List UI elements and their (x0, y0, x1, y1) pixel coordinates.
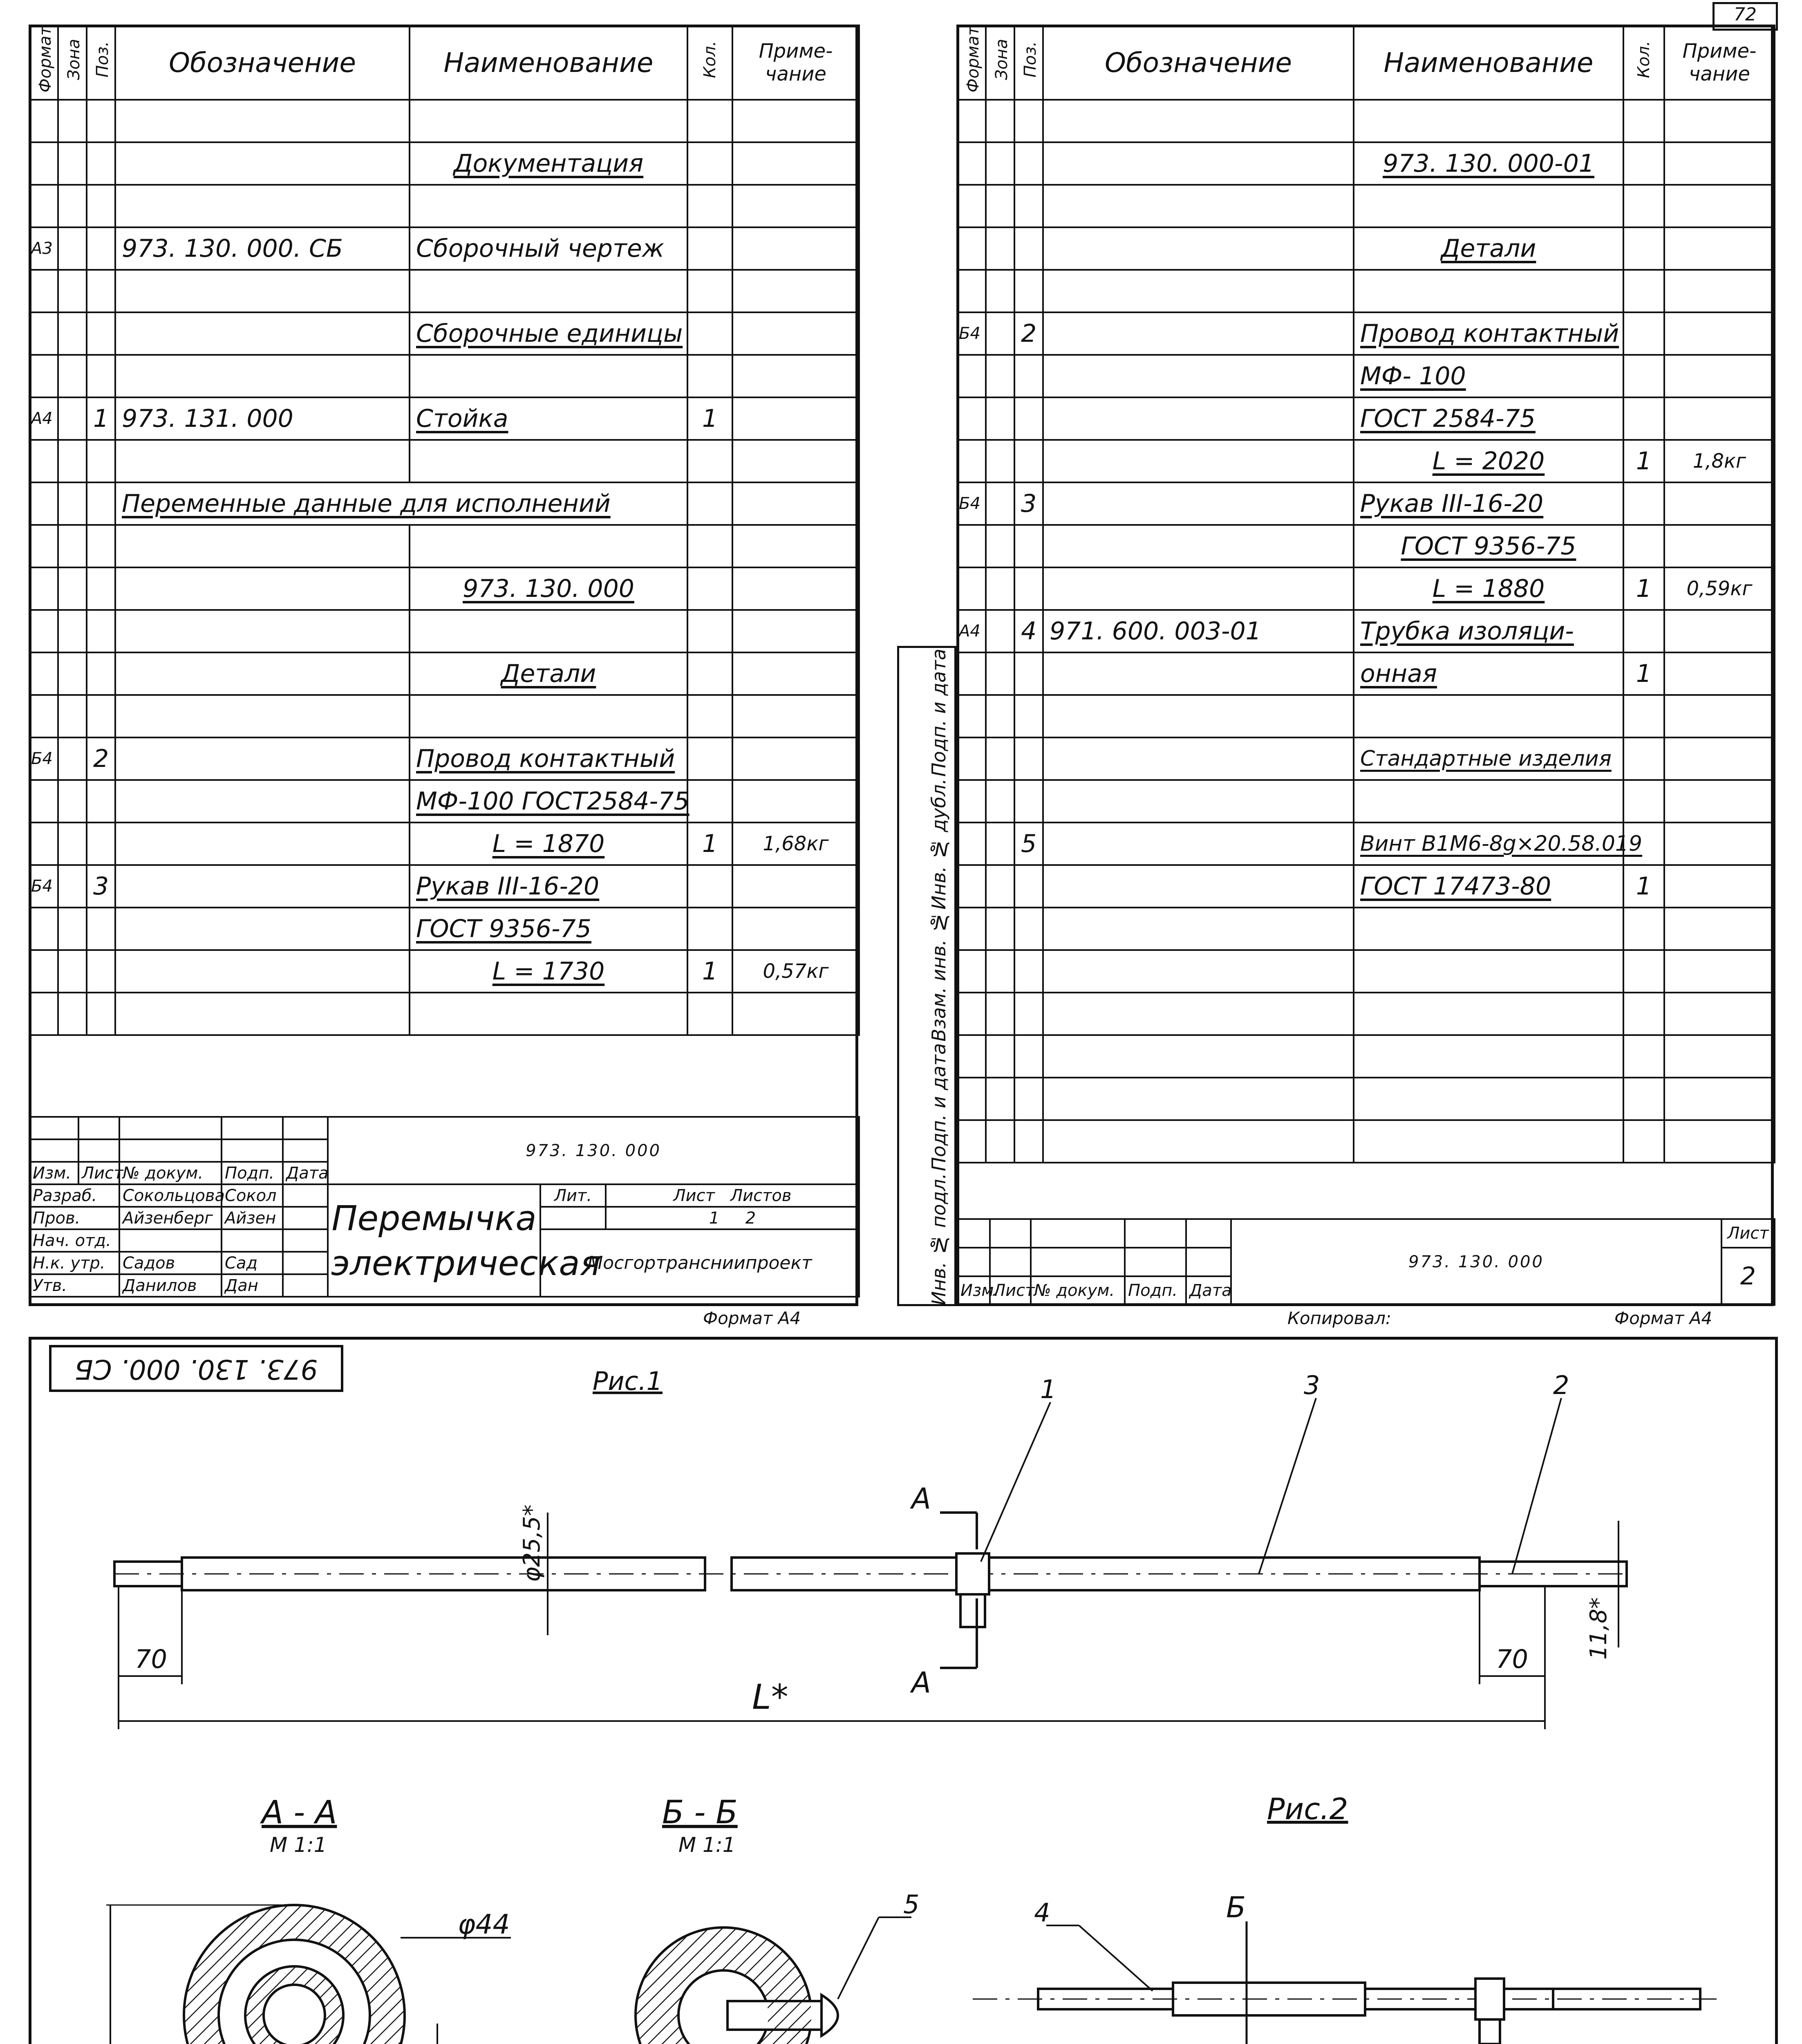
spec-cell: Стандартные изделия (1354, 737, 1623, 780)
tb2-podp: Подп. (1125, 1276, 1186, 1305)
spec-cell: A3 (29, 227, 58, 270)
leader-5 (838, 1917, 879, 1999)
spec-cell: 1,68кг (732, 823, 859, 865)
leader-2 (1512, 1398, 1561, 1574)
spec-header-cell: Кол. (687, 25, 732, 100)
spec-cell: Детали (410, 652, 687, 695)
cut-a-top-label: А (911, 1482, 931, 1515)
tb2-data: Дата (1186, 1276, 1231, 1305)
dim-70-left-label: 70 (135, 1644, 167, 1674)
spec-cell: Сборочные единицы (410, 312, 687, 355)
spec-header-cell: Формат (957, 25, 986, 100)
side-label: Инв. № дубл. (928, 778, 950, 910)
callout-4: 4 (1034, 1898, 1050, 1927)
spec-cell: 973. 130. 000-01 (1354, 142, 1623, 185)
spec-cell: 1 (87, 397, 115, 440)
tb2-izm: Изм. (957, 1276, 990, 1305)
spec-cell: L = 1870 (410, 823, 687, 865)
spec-cell: Трубка изоляци- (1354, 610, 1623, 652)
tb1-list: Лист (78, 1162, 119, 1184)
sheet2-format: Формат А4 (1614, 1308, 1712, 1328)
spec-cell: 973. 130. 000. СБ (115, 227, 410, 270)
spec-cell: L = 1880 (1354, 567, 1623, 610)
section-aa-hatch-inner (245, 1966, 343, 2044)
dim-h118-label: 11,8* (1585, 1597, 1612, 1660)
spec-header-cell: Наименование (410, 25, 687, 100)
spec-cell: 1 (687, 950, 732, 993)
cut-a-bottom-label: А (911, 1666, 931, 1699)
spec-cell: Документация (410, 142, 687, 185)
spec-cell: Б4 (29, 865, 58, 908)
spec-cell: МФ- 100 (1354, 355, 1623, 397)
clamp-tab (960, 1594, 985, 1627)
spec-cell: ГОСТ 2584-75 (1354, 397, 1623, 440)
spec-header-cell: Приме-чание (1664, 25, 1775, 100)
side-label: Взам. инв. № (928, 911, 950, 1042)
spec-cell: 1,8кг (1664, 440, 1775, 482)
spec-cell: Переменные данные для исполнений (115, 482, 687, 525)
callout-2: 2 (1553, 1370, 1569, 1400)
tb1-podp: Подп. (222, 1162, 283, 1184)
spec-header-cell: Зона (986, 25, 1014, 100)
spec-cell: 2 (1014, 312, 1043, 355)
spec-cell: L = 1730 (410, 950, 687, 993)
sheet2-page-no: 72 (1712, 2, 1778, 31)
side-label: Подп. и дата (928, 649, 950, 777)
tb1-role: Н.к. утр. (29, 1252, 119, 1274)
spec-cell: Стойка (410, 397, 687, 440)
spec-cell: 5 (1014, 823, 1043, 865)
spec-cell: Провод контактный (410, 737, 687, 780)
side-label: Подп. и дата (928, 1043, 950, 1172)
spec-cell: 971. 600. 003-01 (1043, 610, 1354, 652)
spec-cell: 3 (87, 865, 115, 908)
tb1-lit: Лит. (540, 1184, 606, 1207)
callout-3: 3 (1304, 1370, 1320, 1400)
spec-cell: Б4 (957, 482, 986, 525)
spec-header-cell: Обозначение (115, 25, 410, 100)
callout-5: 5 (903, 1889, 920, 1919)
spec-header-cell: Наименование (1354, 25, 1623, 100)
sheet2-copied: Копировал: (1287, 1308, 1392, 1328)
spec-cell: онная (1354, 652, 1623, 695)
cut-b-top-label: Б (1226, 1891, 1246, 1924)
callout-1: 1 (1040, 1374, 1057, 1404)
spec-cell: Винт В1М6-8g×20.58.019 (1354, 823, 1623, 865)
tb1-sheet-vals: 1 2 (606, 1207, 859, 1229)
dim-d44-label: φ44 (458, 1909, 510, 1940)
spec-cell: Рукав III-16-20 (410, 865, 687, 908)
sheet2-sheet-no: 2 (1721, 1248, 1775, 1305)
section-aa-title: А - А (262, 1794, 337, 1831)
spec-cell: 1 (1623, 567, 1664, 610)
spec-cell: 4 (1014, 610, 1043, 652)
tb1-data: Дата (283, 1162, 328, 1184)
spec-cell: ГОСТ 9356-75 (410, 908, 687, 950)
clamp-body (956, 1553, 989, 1594)
fig2-clamp (1475, 1979, 1504, 2019)
tb1-sign: Сад (222, 1252, 283, 1274)
tb1-role: Пров. (29, 1207, 119, 1229)
sheet1-format: Формат А4 (703, 1308, 801, 1328)
tb1-role: Разраб. (29, 1184, 119, 1207)
spec-cell: Детали (1354, 227, 1623, 270)
tb1-izm: Изм. (29, 1162, 78, 1184)
tb1-name: Данилов (119, 1274, 222, 1297)
spec-cell: 1 (1623, 865, 1664, 908)
spec-cell: ГОСТ 17473-80 (1354, 865, 1623, 908)
tb2-ndoc: № докум. (1031, 1276, 1125, 1305)
spec-header-cell: Приме-чание (732, 25, 859, 100)
section-bb-hatch (636, 1927, 811, 2044)
tb1-sign: Сокол (222, 1184, 283, 1207)
tb1-sheet-cells: Лист Листов (606, 1184, 859, 1207)
tb2-list: Лист (990, 1276, 1031, 1305)
spec-cell: 1 (1623, 440, 1664, 482)
sheet2-sheet-label: Лист (1721, 1219, 1775, 1248)
section-bb-title: Б - Б (662, 1794, 738, 1831)
spec-cell: 1 (1623, 652, 1664, 695)
tb1-name: Айзенберг (119, 1207, 222, 1229)
drawing-stamp: 973. 130. 000. СБ (49, 1345, 343, 1392)
spec-cell: Б4 (29, 737, 58, 780)
spec-header-cell: Формат (29, 25, 58, 100)
tb1-role: Утв. (29, 1274, 119, 1297)
section-bb-screw-head (822, 1995, 838, 2036)
fig2-label: Рис.2 (1267, 1792, 1348, 1826)
dim-l-label: L* (752, 1677, 788, 1717)
tb1-name: Садов (119, 1252, 222, 1274)
dim-70-right-label: 70 (1496, 1644, 1528, 1674)
spec-header-cell: Кол. (1623, 25, 1664, 100)
spec-header-cell: Обозначение (1043, 25, 1354, 100)
spec-cell: Рукав III-16-20 (1354, 482, 1623, 525)
tb1-ndoc: № докум. (119, 1162, 222, 1184)
spec-cell: 973. 130. 000 (410, 567, 687, 610)
fig1-label: Рис.1 (593, 1366, 663, 1396)
sheet2-code: 973. 130. 000 (1231, 1219, 1721, 1305)
section-bb-scale: М 1:1 (678, 1833, 736, 1857)
tb1-sign: Дан (222, 1274, 283, 1297)
spec-cell: 2 (87, 737, 115, 780)
sheet1-org: Мосгортрансниипроект (540, 1229, 859, 1297)
spec-cell: 1 (687, 823, 732, 865)
spec-cell: Б4 (957, 312, 986, 355)
sheet1-code: 973. 130. 000 (328, 1117, 859, 1184)
leader-4 (1079, 1925, 1153, 1991)
fig2-clamp-tab (1480, 2019, 1500, 2044)
side-label: Инв. № подл. (928, 1173, 950, 1305)
tb1-role: Нач. отд. (29, 1229, 119, 1252)
spec-cell: A4 (957, 610, 986, 652)
spec-cell: 0,59кг (1664, 567, 1775, 610)
spec-cell: Сборочный чертеж (410, 227, 687, 270)
spec-cell: Провод контактный (1354, 312, 1623, 355)
dim-d255-label: φ25,5* (519, 1504, 545, 1582)
section-aa-scale: М 1:1 (270, 1833, 327, 1857)
leader-3 (1259, 1398, 1316, 1574)
spec-cell: 3 (1014, 482, 1043, 525)
leader-1 (981, 1402, 1050, 1562)
tb1-sign: Айзен (222, 1207, 283, 1229)
spec-cell: A4 (29, 397, 58, 440)
spec-cell: ГОСТ 9356-75 (1354, 525, 1623, 567)
spec-header-cell: Поз. (1014, 25, 1043, 100)
section-aa-core (264, 1985, 325, 2044)
spec-cell: L = 2020 (1354, 440, 1623, 482)
tb1-name: Сокольцова (119, 1184, 222, 1207)
spec-header-cell: Поз. (87, 25, 115, 100)
spec-cell: 0,57кг (732, 950, 859, 993)
spec-cell: 973. 131. 000 (115, 397, 410, 440)
sheet1-title: Перемычка электрическая (328, 1184, 540, 1297)
spec-cell: МФ-100 ГОСТ2584-75 (410, 780, 687, 823)
spec-cell: 1 (687, 397, 732, 440)
spec-header-cell: Зона (58, 25, 87, 100)
